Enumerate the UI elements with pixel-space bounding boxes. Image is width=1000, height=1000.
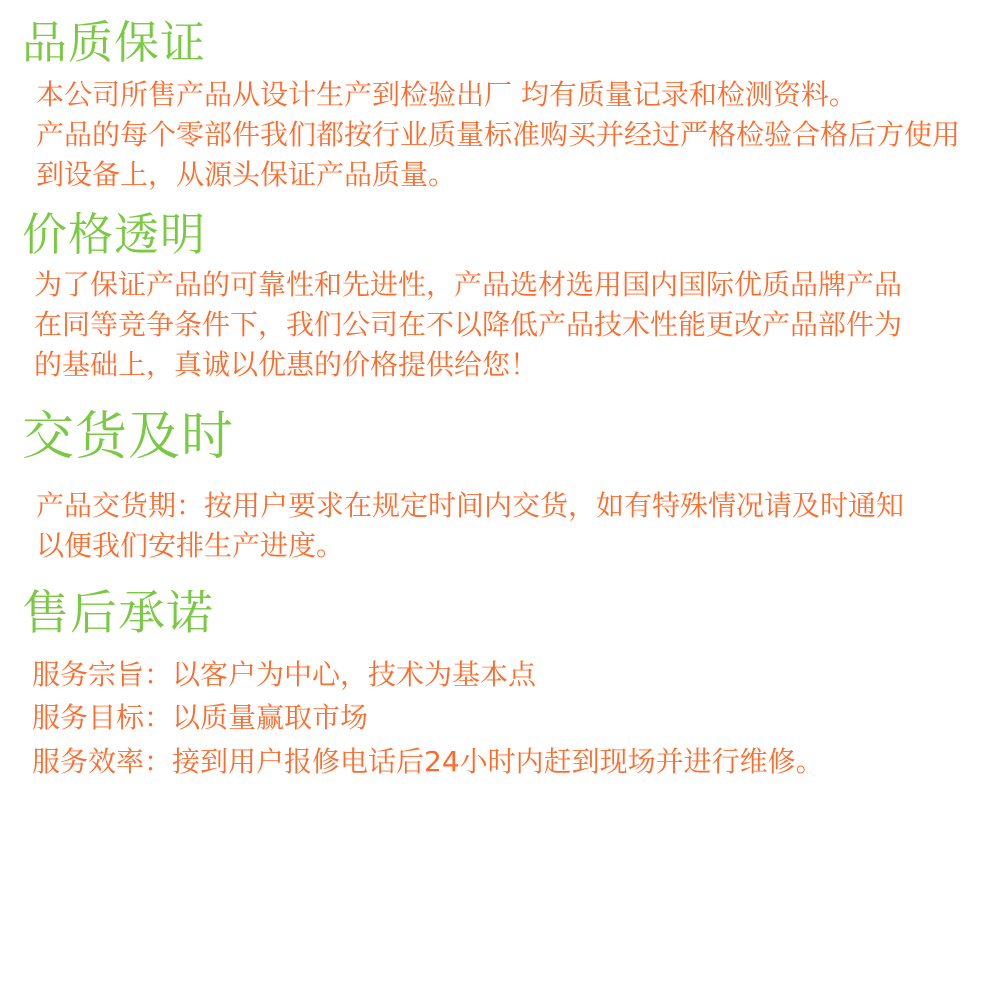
section-quality-line-3: 到设备上，从源头保证产品质量。: [36, 157, 457, 191]
section-service-line-1: 服务宗旨：以客户为中心，技术为基本点: [32, 658, 537, 691]
section-delivery-line-1: 产品交货期：按用户要求在规定时间内交货，如有特殊情况请及时通知: [36, 489, 905, 523]
section-title-quality-guarantee: 品质保证: [22, 16, 207, 69]
section-on-time-delivery: [22, 407, 990, 566]
section-quality-guarantee: [22, 16, 990, 194]
section-title-on-time-delivery: 交货及时: [22, 406, 235, 467]
section-price-line-1: 为了保证产品的可靠性和先进性，产品选材选用国内国际优质品牌产品: [34, 268, 903, 302]
section-quality-line-2: 产品的每个零部件我们都按行业质量标准购买并经过严格检验合格后方使用: [36, 117, 961, 151]
section-price-transparency: [22, 208, 990, 384]
section-delivery-line-2: 以便我们安排生产进度。: [36, 528, 345, 562]
section-title-after-sales-commitment: 售后承诺: [22, 585, 214, 641]
section-price-line-2: 在同等竞争条件下，我们公司在不以降低产品技术性能更改产品部件为: [34, 308, 903, 342]
section-title-price-transparency: 价格透明: [22, 208, 207, 262]
section-quality-line-1: 本公司所售产品从设计生产到检验出厂 均有质量记录和检测资料。: [36, 78, 857, 112]
section-service-line-2: 服务目标：以质量赢取市场: [32, 701, 369, 735]
section-service-line-3: 服务效率：接到用户报修电话后24小时内赶到现场并进行维修。: [32, 744, 824, 778]
section-after-sales-commitment: [22, 586, 990, 784]
section-price-line-3: 的基础上，真诚以优惠的价格提供给您！: [34, 347, 539, 381]
